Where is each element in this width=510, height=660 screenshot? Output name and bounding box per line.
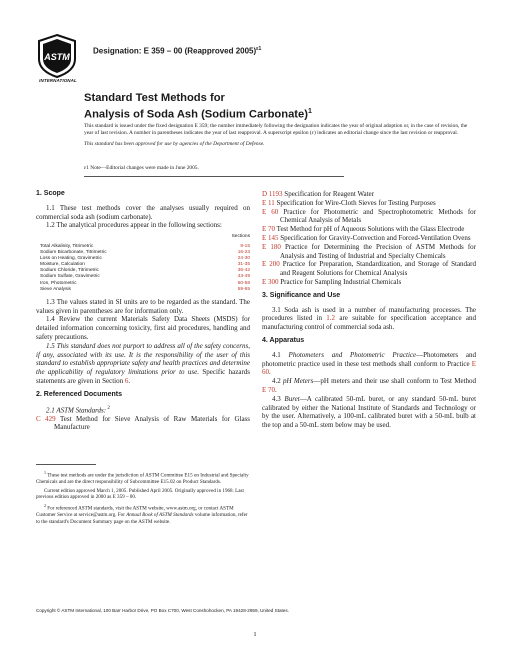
section-row: Sodium Bicarbonate, Titrimetric 16-23 <box>40 250 250 256</box>
ref-link[interactable]: E 70 <box>262 225 276 234</box>
section-row: Total Alkalinity, Titrimetric 8-15 <box>40 243 250 249</box>
apparatus-p2: 4.2 pH Meters—pH meters and their use shall conform to Test Method E 70. <box>262 377 477 394</box>
section-row: Moisture, Calculation 31-35 <box>40 262 250 268</box>
section-row: Sodium Sulfate, Gravimetric 43-49 <box>40 274 250 280</box>
footnote-1: $^1$ These test methods are under the jurisdiction of ASTM Committee E15 on Industrial and Specialty Chemicals and are the direct responsibility of Subcommittee E15.02 on Product Standards. <box>36 470 249 486</box>
apparatus-p1: 4.1 Photometers and Photometric Practice—Photometers and photometric practice used in these test methods shall conform to Practice E 60. <box>262 350 477 377</box>
left-column <box>36 190 250 432</box>
page-number: 1 <box>253 631 257 638</box>
right-column <box>262 190 476 430</box>
title-line-2: Analysis of Soda Ash (Sodium Carbonate)$^1$ <box>84 108 312 121</box>
copyright: Copyright © ASTM International, 100 Barr Harbor Drive, PO Box C700, West Conshohocken, PA 19428-2959, United States. <box>36 608 289 613</box>
designation: Designation: E 359 – 00 (Reapproved 2005)$^{\varepsilon 1}$ <box>93 46 262 56</box>
section-row: Sieve Analysis 59-65 <box>40 286 250 292</box>
scope-p3: 1.3 The values stated in SI units are to be regarded as the standard. The values given in parentheses are for information only. <box>36 297 250 315</box>
footnote-1b: Current edition approved March 1, 2005. Published April 2005. Originally approved in 1968. Last previous edition approved in 2000 as E 359 – 00. <box>36 487 244 501</box>
ref-link[interactable]: E 60 <box>262 359 476 377</box>
ref-item: E 300 Practice for Sampling Industrial Chemicals <box>262 277 402 286</box>
ref-item: E 70 Test Method for pH of Aqueous Solutions with the Glass Electrode <box>262 225 465 234</box>
footnote-divider <box>36 464 96 465</box>
ref-item: E 145 Specification for Gravity-Convection and Forced-Ventilation Ovens <box>262 233 471 242</box>
scope-p1: 1.1 These test methods cover the analyses usually required on commercial soda ash (sodium carbonate). <box>36 203 250 221</box>
notice-text: This standard is issued under the fixed designation E 359; the number immediately following the designation indicates the year of original adoption or, in the case of revision, the year of last revision. A number in parentheses indicates the year of last reapproval. A superscript epsilon (ε) indicates an editorial change since the last revision or reapproval. <box>84 123 468 137</box>
section-row: Sodium Chloride, Titrimetric 36-42 <box>40 268 250 274</box>
footnotes <box>36 470 250 528</box>
ref-link[interactable]: E 60 <box>262 207 279 216</box>
ref-link[interactable]: C 429 <box>36 414 56 423</box>
apparatus-heading: 4. Apparatus <box>262 336 305 344</box>
document-title <box>84 92 312 122</box>
defense-note: This standard has been approved for use by agencies of the Department of Defense. <box>84 141 265 148</box>
scope-heading: 1. Scope <box>36 190 65 197</box>
astm-logo <box>36 33 78 79</box>
ref-link[interactable]: E 145 <box>262 233 279 242</box>
ref-item: E 180 Practice for Determining the Precision of ASTM Methods for Analysis and Testing of Industrial and Specialty Chemicals <box>262 242 476 260</box>
ref-item: E 11 Specification for Wire-Cloth Sieves for Testing Purposes <box>262 198 436 207</box>
epsilon-note: ε1 Note—Editorial changes were made in June 2005. <box>84 165 199 171</box>
ref-link[interactable]: E 70 <box>262 385 276 394</box>
scope-p5: 1.5 This standard does not purport to address all of the safety concerns, if any, associated with its use. It is the responsibility of the user of this standard to establish appropriate safety and health practices and determine the applicability of regulatory limitations prior to use. Specific hazards statements are given in Section 6. <box>36 341 250 385</box>
logo-caption: INTERNATIONAL <box>39 78 77 83</box>
ref-link[interactable]: D 1193 <box>262 190 283 198</box>
sections-table <box>36 244 250 293</box>
divider <box>84 176 344 177</box>
footnote-2: $^2$ For referenced ASTM standards, visit the ASTM website, www.astm.org, or contact ASTM Customer Service at service@astm.org. For Annual Book of ASTM Standards volume information, refer to the standard's Document Summary page on the ASTM website. <box>36 503 248 525</box>
section-row: Loss on Heating, Gravimetric 24-30 <box>40 256 250 262</box>
refs-sub: 2.1 ASTM Standards: $^2$ <box>46 405 110 414</box>
ref-link[interactable]: E 11 <box>262 198 275 207</box>
title-line-1: Standard Test Methods for <box>84 92 225 104</box>
ref-item: D 1193 Specification for Reagent Water <box>262 190 374 198</box>
standard-notice <box>84 123 474 148</box>
refs-heading: 2. Referenced Documents <box>36 390 122 398</box>
ref-item: E 200 Practice for Preparation, Standardization, and Storage of Standard and Reagent Solutions for Chemical Analysis <box>262 260 476 278</box>
ref-link[interactable]: E 200 <box>262 260 280 269</box>
scope-p2: 1.2 The analytical procedures appear in the following sections: <box>46 221 222 230</box>
section-link[interactable]: 6 <box>124 376 129 385</box>
significance-p1: 3.1 Soda ash is used in a number of manufacturing processes. The procedures listed in 1.2 are suitable for specification acceptance and manufacturing control of commercial soda ash. <box>262 305 476 332</box>
ref-item: E 60 Practice for Photometric and Spectrophotometric Methods for Chemical Analysis of Metals <box>262 207 476 225</box>
section-row: Iron, Photometric 50-58 <box>40 280 250 286</box>
apparatus-p3: 4.3 Buret—A calibrated 50-mL buret, or any standard 50-mL buret calibrated by either the National Institute of Standards and Technology or by the user. Alternatively, a 100-mL calibrated buret with a 50-mL bulb at the top and a 50-mL stem below may be used. <box>262 394 477 430</box>
ref-link[interactable]: E 300 <box>262 277 279 286</box>
ref-item: C 429 Test Method for Sieve Analysis of Raw Materials for Glass Manufacture <box>36 414 250 432</box>
svg-text:ASTM: ASTM <box>44 52 70 62</box>
ref-link[interactable]: E 180 <box>262 242 281 251</box>
scope-p4: 1.4 Review the current Materials Safety Data Sheets (MSDS) for detailed information concerning toxicity, first aid procedures, handling and safety precautions. <box>36 315 250 341</box>
section-link[interactable]: 1.2 <box>326 314 336 323</box>
significance-heading: 3. Significance and Use <box>262 291 341 299</box>
sections-label: Sections <box>231 234 250 240</box>
